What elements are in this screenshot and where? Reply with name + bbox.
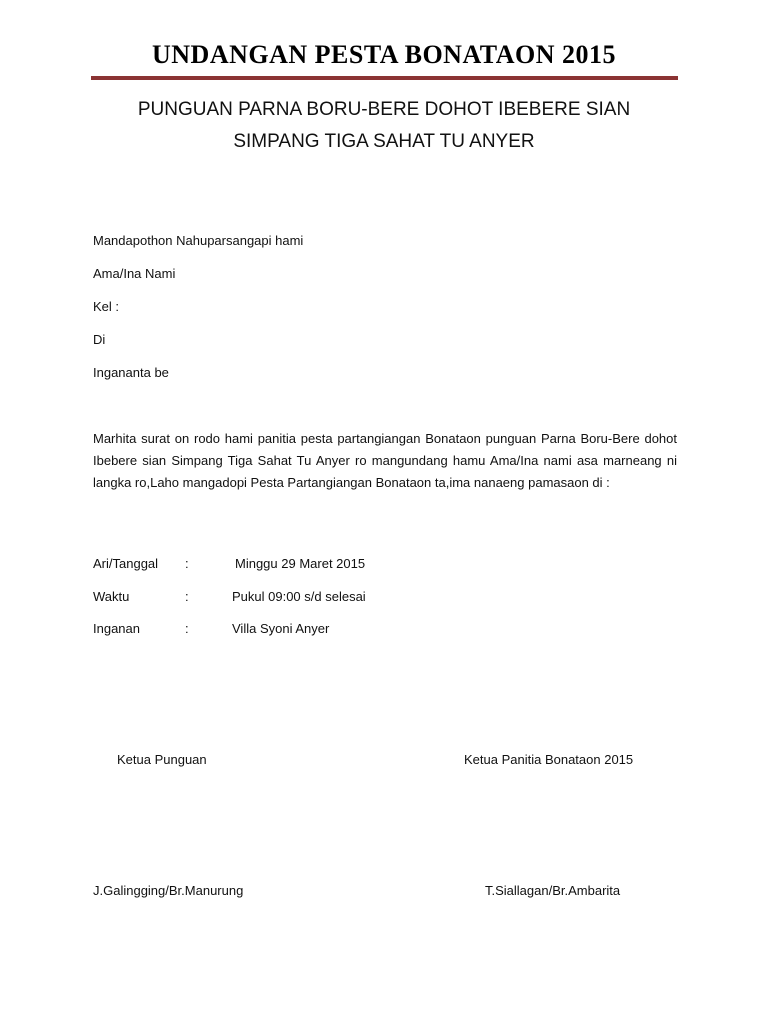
- title-underline-rule: [91, 76, 678, 80]
- recipient-name: Ama/Ina Nami: [93, 266, 176, 281]
- document-title: UNDANGAN PESTA BONATAON 2015: [152, 40, 616, 69]
- right-signatory-name: T.Siallagan/Br.Ambarita: [485, 883, 621, 898]
- left-signatory-name: J.Galingging/Br.Manurung: [93, 883, 244, 898]
- left-signatory-role: Ketua Punguan: [117, 752, 207, 767]
- subtitle-line-1: PUNGUAN PARNA BORU-BERE DOHOT IBEBERE SIAN: [137, 99, 631, 120]
- time-label: Waktu: [93, 589, 130, 604]
- place-label: Inganan: [93, 621, 140, 636]
- recipient-address: Ingananta be: [93, 365, 169, 380]
- subtitle-line-2: SIMPANG TIGA SAHAT TU ANYER: [233, 131, 535, 152]
- invitation-body-paragraph: Marhita surat on rodo hami panitia pesta partangiangan Bonataon punguan Parna Boru-Bere dohot Ibebere sian Simpang Tiga Sahat Tu Anyer ro mangundang hamu Ama/Ina nami asa marneang ni langka ro,Laho mangadopi Pesta Partangiangan Bonataon ta,ima nanaeng pamasaon di :: [93, 431, 677, 490]
- recipient-greeting: Mandapothon Nahuparsangapi hami: [93, 233, 304, 248]
- recipient-location-prefix: Di: [93, 332, 106, 347]
- recipient-family: Kel :: [93, 299, 120, 314]
- time-colon: :: [185, 589, 189, 604]
- place-value: Villa Syoni Anyer: [232, 621, 330, 636]
- date-label: Ari/Tanggal: [93, 556, 159, 571]
- date-colon: :: [185, 556, 189, 571]
- right-signatory-role: Ketua Panitia Bonataon 2015: [464, 752, 634, 767]
- time-value: Pukul 09:00 s/d selesai: [232, 589, 366, 604]
- place-colon: :: [185, 621, 189, 636]
- date-value: Minggu 29 Maret 2015: [235, 556, 366, 571]
